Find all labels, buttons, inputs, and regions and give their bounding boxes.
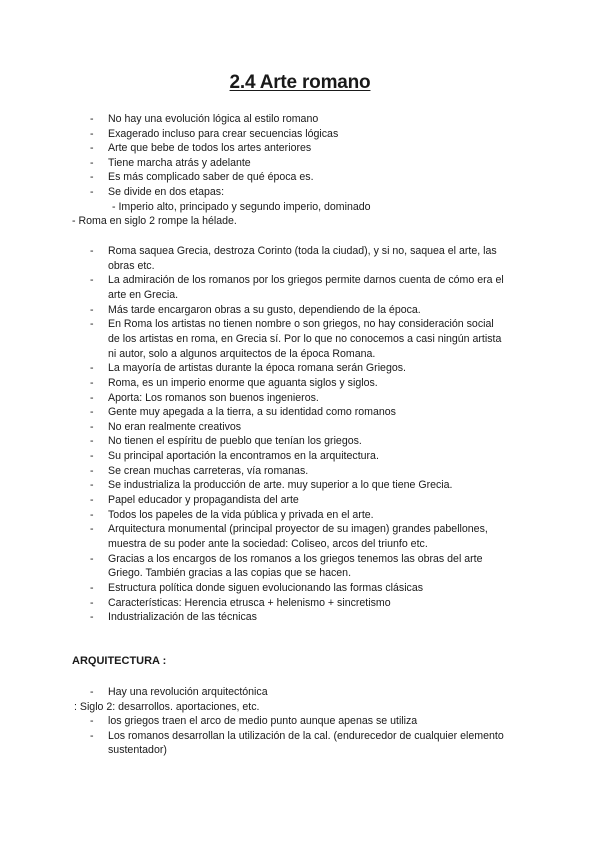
list-item-text: Características: Herencia etrusca + helenismo + sincretismo — [108, 596, 391, 609]
bullet-dash: - — [90, 362, 94, 375]
list-item-text: Arte que bebe de todos los artes anteriores — [108, 142, 312, 155]
list-item-text: muestra de su poder ante la sociedad: Coliseo, arcos del triunfo etc. — [108, 538, 428, 550]
list-item-text: Aporta: Los romanos son buenos ingenieros. — [108, 391, 319, 404]
list-item-text: Tiene marcha atrás y adelante — [108, 156, 251, 169]
bullet-dash: - — [90, 729, 94, 742]
section-heading-arquitectura: ARQUITECTURA : — [72, 655, 167, 667]
list-item-text: Su principal aportación la encontramos en la arquitectura. — [108, 450, 379, 463]
list-item-text: sustentador) — [108, 744, 167, 757]
list-item-text: Todos los papeles de la vida pública y privada en el arte. — [108, 508, 374, 521]
bullet-dash: - — [90, 686, 94, 698]
list-item-text: Griego. También gracias a las copias que se hacen. — [108, 567, 352, 580]
bullet-dash: - — [90, 113, 94, 125]
page-title: 2.4 Arte romano — [229, 72, 371, 93]
bullet-dash: - — [90, 171, 94, 184]
list-item-text: ni autor, solo a algunos arquitectos de la época Romana. — [108, 347, 376, 360]
bullet-dash: - — [90, 464, 94, 477]
list-item-text: Arquitectura monumental (principal proyector de su imagen) grandes pabellones, — [108, 523, 488, 536]
list-item-text: Hay una revolución arquitectónica — [108, 686, 268, 698]
bullet-dash: - — [90, 376, 94, 389]
bullet-dash: - — [90, 581, 94, 594]
bullet-dash: - — [90, 406, 94, 419]
list-item-text: Roma, es un imperio enorme que aguanta siglos y siglos. — [108, 376, 378, 389]
list-item-text: Roma saquea Grecia, destroza Corinto (toda la ciudad), y si no, saquea el arte, las — [108, 245, 497, 257]
list-item-text: Es más complicado saber de qué época es. — [108, 171, 314, 184]
bullet-dash: - — [90, 245, 94, 257]
list-item-text: Gente muy apegada a la tierra, a su identidad como romanos — [108, 406, 396, 419]
list-item-text: obras etc. — [108, 259, 155, 272]
list-item-text: de los artistas en roma, en Grecia sí. Por lo que no conocemos a casi ningún artista — [108, 332, 502, 345]
roma-note: - Roma en siglo 2 rompe la hélade. — [72, 215, 237, 228]
list-item-text: Estructura política donde siguen evolucionando las formas clásicas — [108, 581, 424, 594]
list-item-text: Gracias a los encargos de los romanos a los griegos tenemos las obras del arte — [108, 552, 483, 565]
list-item-text: Más tarde encargaron obras a su gusto, dependiendo de la época. — [108, 303, 421, 316]
list-item-text: No hay una evolución lógica al estilo romano — [108, 113, 319, 125]
bullet-dash: - — [90, 318, 94, 331]
list-item-text: En Roma los artistas no tienen nombre o son griegos, no hay consideración social — [108, 318, 494, 331]
sub-note: - Imperio alto, principado y segundo imperio, dominado — [112, 200, 371, 213]
bullet-dash: - — [90, 596, 94, 609]
bullet-dash: - — [90, 479, 94, 492]
bullet-dash: - — [90, 715, 94, 728]
list-item-text: Papel educador y propagandista del arte — [108, 494, 299, 507]
bullet-dash: - — [90, 435, 94, 448]
bullet-dash: - — [90, 494, 94, 507]
bullet-dash: - — [90, 142, 94, 155]
list-item-text: No tienen el espíritu de pueblo que tenían los griegos. — [108, 435, 362, 448]
bullet-dash: - — [90, 450, 94, 463]
bullet-dash: - — [90, 508, 94, 521]
bullet-dash: - — [90, 303, 94, 316]
bullet-dash: - — [90, 391, 94, 404]
list-item-text: La admiración de los romanos por los griegos permite darnos cuenta de cómo era el — [108, 274, 504, 287]
bullet-dash: - — [90, 552, 94, 565]
bullet-dash: - — [90, 611, 94, 624]
list-item-text: La mayoría de artistas durante la época romana serán Griegos. — [108, 362, 406, 375]
bullet-dash: - — [90, 156, 94, 169]
list-item-text: Los romanos desarrollan la utilización de la cal. (endurecedor de cualquier elemento — [108, 729, 504, 742]
list-item-text: Se industrializa la producción de arte. muy superior a lo que tiene Grecia. — [108, 479, 453, 492]
list-item-text: Industrialización de las técnicas — [108, 611, 257, 624]
bullet-dash: - — [90, 274, 94, 287]
bullet-dash: - — [90, 523, 94, 536]
list-item-text: No eran realmente creativos — [108, 420, 242, 433]
list-item-text: los griegos traen el arco de medio punto aunque apenas se utiliza — [108, 715, 418, 728]
bullet-dash: - — [90, 127, 94, 140]
list-item-text: Se divide en dos etapas: — [108, 186, 225, 198]
bullet-dash: - — [90, 420, 94, 433]
list-item-text: arte en Grecia. — [108, 288, 179, 301]
list-item-text: Se crean muchas carreteras, vía romanas. — [108, 464, 309, 477]
arq-note: : Siglo 2: desarrollos. aportaciones, etc. — [74, 700, 260, 713]
list-item-text: Exagerado incluso para crear secuencias lógicas — [108, 127, 339, 140]
bullet-dash: - — [90, 186, 94, 198]
